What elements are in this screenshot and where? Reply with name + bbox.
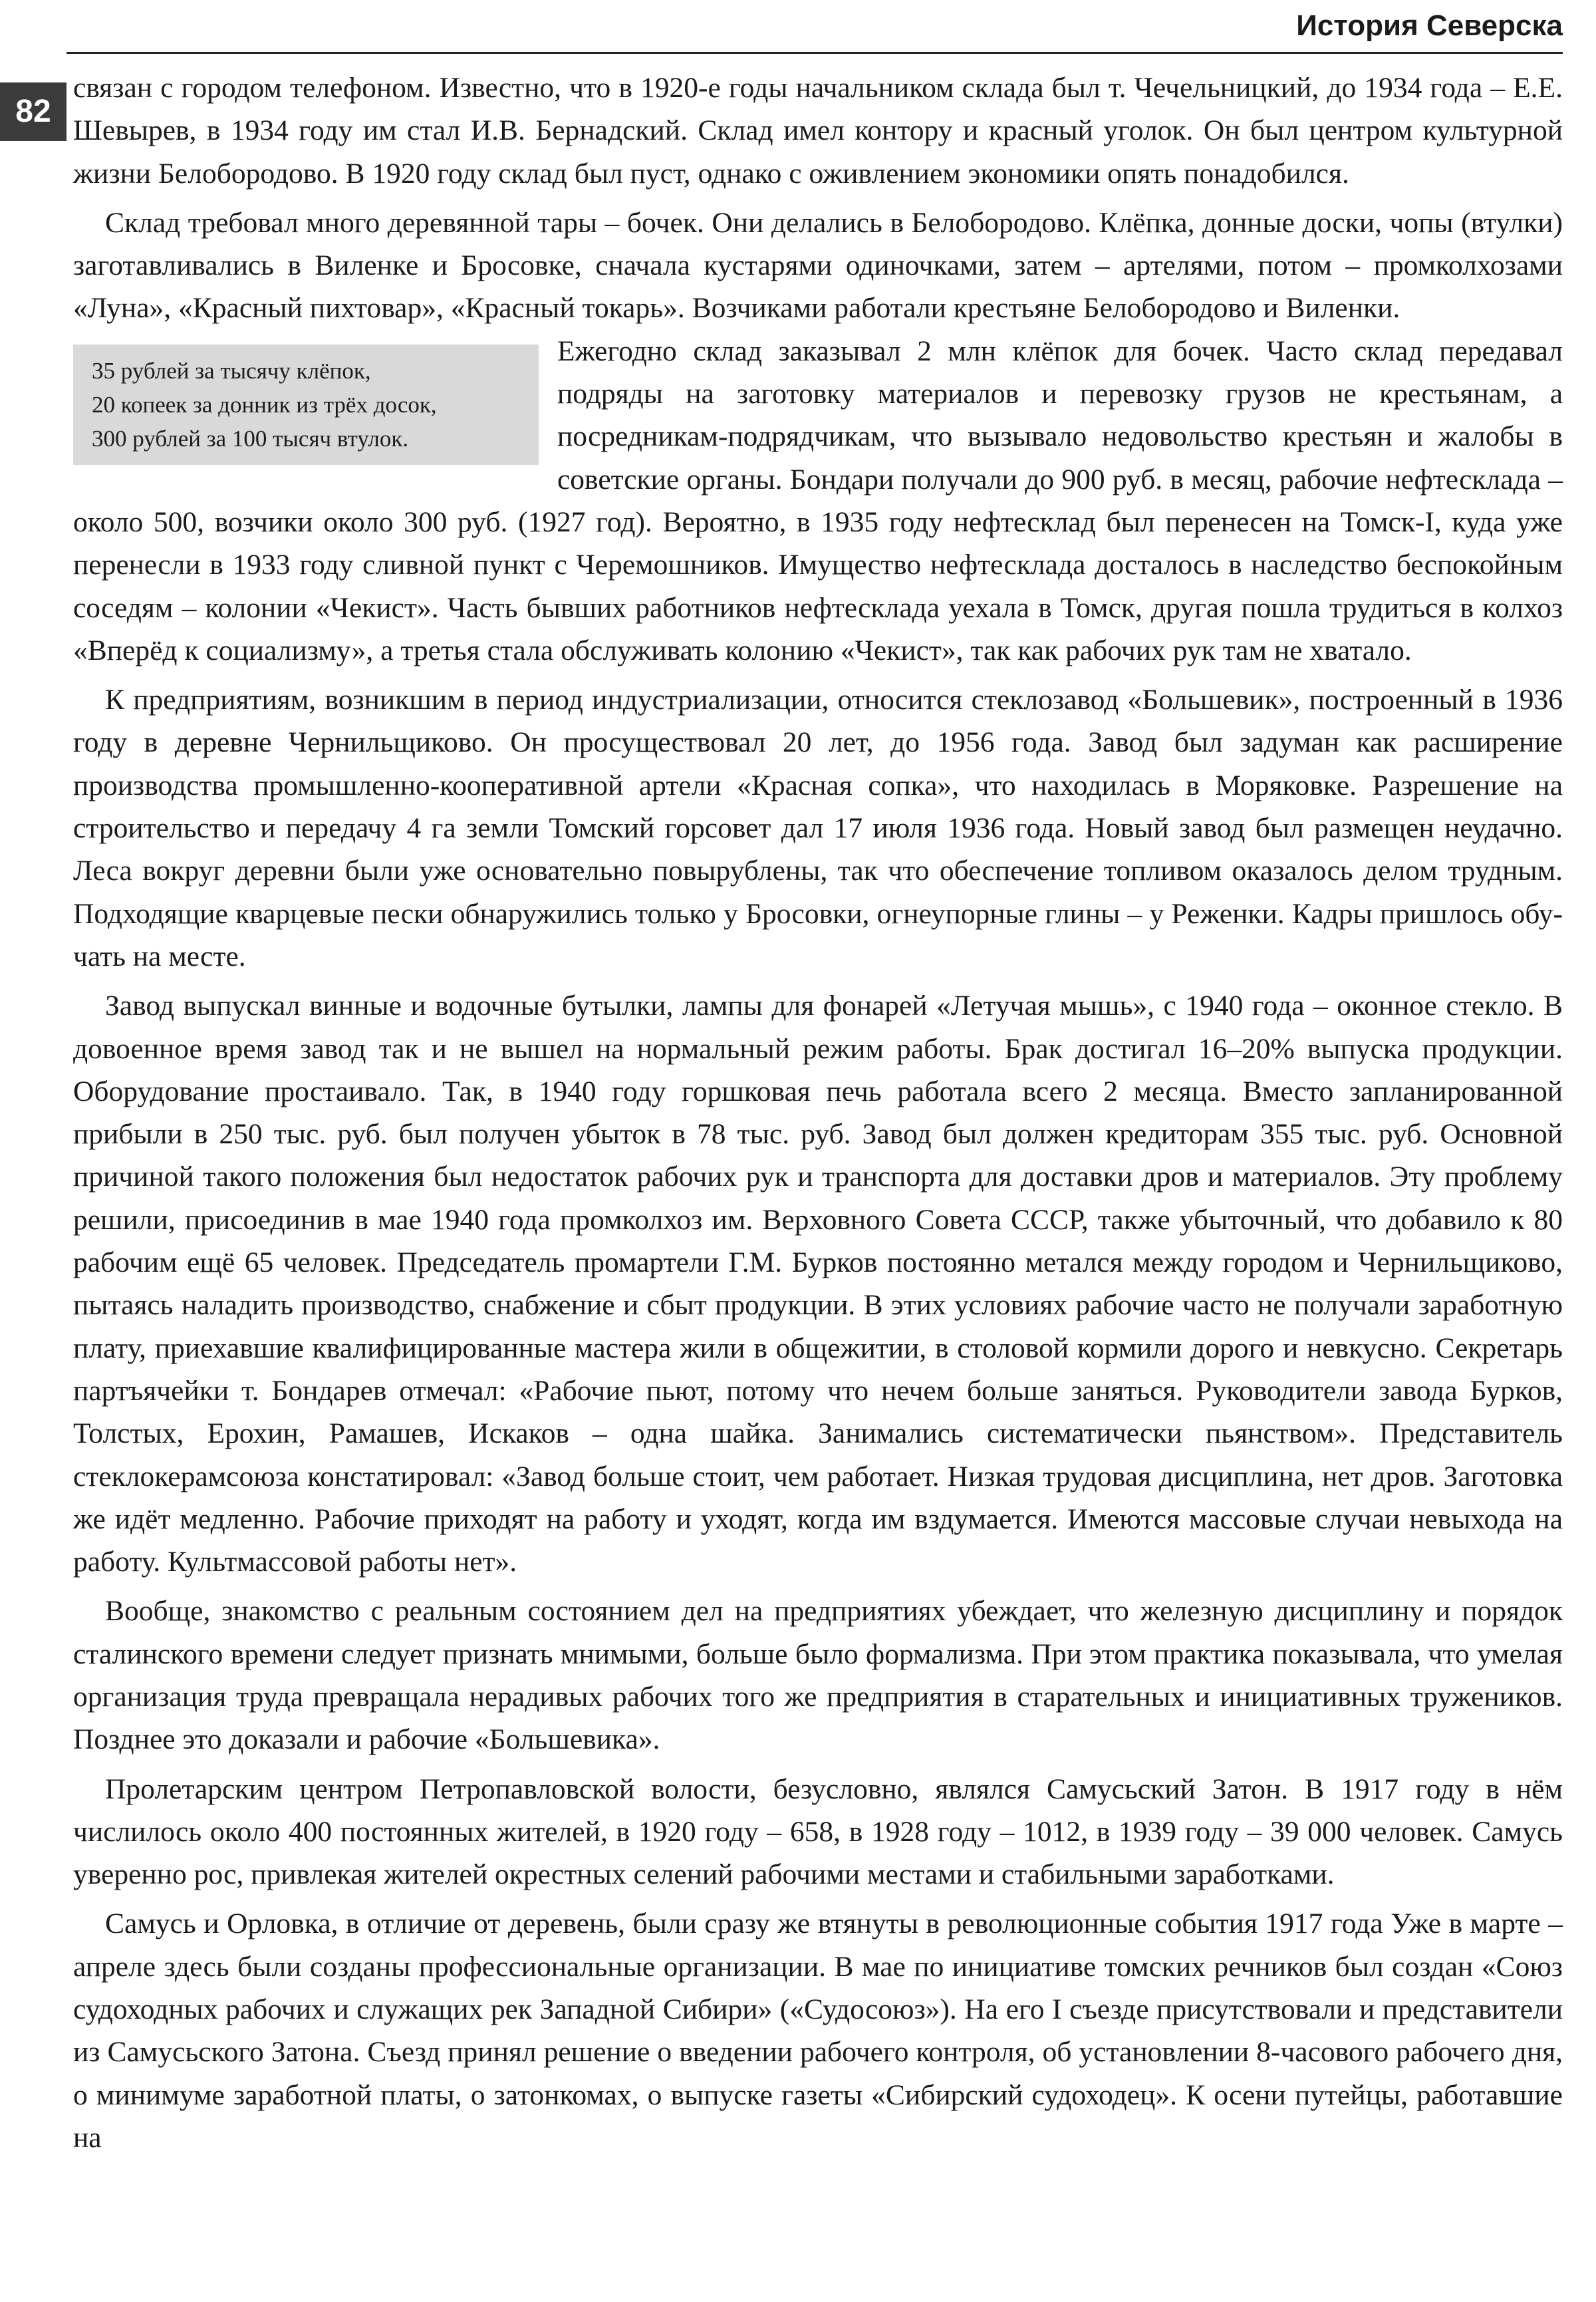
book-title: История Северска <box>1296 9 1563 42</box>
sidenote-prices <box>73 345 539 465</box>
page-number: 82 <box>0 82 66 141</box>
paragraph-7: Пролетарским центром Петропавловской волости, безусловно, являлся Самусьский Затон. В 1917 году в нём числилось около 400 постоянных жителей, в 1920 году – 658, в 1928 году – 1012, в 1939 году – 39 000 человек. Самусь уверенно рос, привлекая жителей окрестных селений рабочими местами и стабильными заработками. <box>73 1773 1563 1891</box>
paragraph-3: Ежегодно склад заказывал 2 млн клёпок для бочек. Часто склад передавал подряды на заготовку материалов и перевозку грузов не крестьянам, а посредникам-подрядчикам, что вызывало недовольство крестьян и жалобы в советские органы. Бондари получали до 900 руб. в месяц, рабочие нефтесклада – около 500, возчики около 300 руб. (1927 год). Вероятно, в 1935 году нефтесклад был перенесен на Томск-I, куда уже перенесли в 1933 году сливной пункт с Черемошников. Имущество нефтесклада досталось в наследство беспокойным соседям – колонии «Чекист». Часть бывших работников нефтесклада уехала в Томск, другая пошла трудиться в колхоз «Вперёд к социализму», а третья стала обслуживать колонию «Чекист», так как рабочих рук там не хватало. <box>73 335 1563 666</box>
running-head <box>66 0 1563 54</box>
paragraph-1: связан с городом телефоном. Известно, что в 1920-е годы начальником склада был т. Чечельницкий, до 1934 года – Е.Е. Шевырев, в 1934 году им стал И.В. Бернадский. Склад имел контору и красный уголок. Он был центром культурной жизни Белобородово. В 1920 году склад был пуст, однако с оживлением экономики опять понадобился. <box>73 72 1563 190</box>
paragraph-2: Склад требовал много деревянной тары – бочек. Они делались в Белобородово. Клёпка, донные доски, чопы (втулки) заготавливались в Виленке и Бросовке, сначала кустарями одиночками, затем – артелями, потом – промколхозами «Луна», «Красный пихтовар», «Красный токарь». Возчиками работали крестьяне Белобородово и Виленки. <box>73 206 1563 325</box>
paragraph-5: Завод выпускал винные и водочные бутылки, лампы для фонарей «Летучая мышь», с 1940 года – оконное стекло. В довоенное время завод так и не вышел на нормальный режим работы. Брак достигал 16–20% выпуска продукции. Оборудование простаивало. Так, в 1940 году горшковая печь работала всего 2 месяца. Вместо запланированной прибыли в 250 тыс. руб. был получен убыток в 78 тыс. руб. Завод был должен кредиторам 355 тыс. руб. Основной причиной такого положения был недостаток рабочих рук и транспорта для доставки дров и материалов. Эту проблему решили, присоединив в мае 1940 года промколхоз им. Верховного Совета СССР, также убыточный, что добавило к 80 рабочим ещё 65 человек. Председатель промартели Г.М. Бурков постоянно метался между городом и Чернильщиково, пытаясь наладить производство, снабжение и сбыт продукции. В этих условиях рабочие часто не получали заработную плату, приехавшие квалифицированные мастера жили в общежитии, в столовой кормили дорого и невкусно. Секретарь партъячейки т. Бондарев отмечал: «Рабочие пьют, потому что нечем больше заняться. Руководители завода Бурков, Толстых, Ерохин, Рамашев, Искаков – одна шайка. Занимались систематически пьянством». Представитель стеклокерамсоюза констатировал: «Завод больше стоит, чем работает. Низкая трудовая дисциплина, нет дров. Заготовка же идёт медленно. Рабочие приходят на работу и уходят, когда им вздумается. Имеются массовые случаи невыхода на работу. Культмассовой работы нет». <box>73 990 1563 1578</box>
paragraph-4: К предприятиям, возникшим в период индустриализации, относится стеклозавод «Большевик», построенный в 1936 году в деревне Чернильщиково. Он просуществовал 20 лет, до 1956 года. Завод был задуман как расширение производства промышленно-кооперативной артели «Красная сопка», что находилась в Моряковке. Разрешение на строительство и передачу 4 га земли Томский горсовет дал 17 июля 1936 года. Новый завод был размещен неудачно. Леса вокруг деревни были уже основательно повырублены, так что обеспечение топливом оказалось делом трудным. Подходящие кварцевые пески обнаружились только у Бросовки, огнеупорные глины – у Реженки. Кадры пришлось обучать на месте. <box>73 684 1563 972</box>
sidenote-line: 20 копеек за донник из трёх досок, <box>92 391 437 418</box>
body-text <box>73 67 1563 2159</box>
sidenote-line: 35 рублей за тысячу клёпок, <box>92 357 371 384</box>
sidenote-line: 300 рублей за 100 тысяч втулок. <box>92 425 409 452</box>
paragraph-8: Самусь и Орловка, в отличие от деревень, были сразу же втянуты в революционные события 1917 года Уже в марте – апреле здесь были созданы профессиональные организации. В мае по инициативе томских речников был создан «Союз судоходных рабочих и служащих рек Западной Сибири» («Судосоюз»). На его I съезде присутствовали и представители из Самусьского Затона. Съезд принял решение о введении рабочего контроля, об установлении 8-часового рабочего дня, о минимуме заработной платы, о затонкомах, о выпуске газеты «Сибирский судоходец». К осени путейцы, работавшие на <box>73 1908 1563 2154</box>
paragraph-6: Вообще, знакомство с реальным состоянием дел на предприятиях убеждает, что железную дисциплину и порядок сталинского времени следует признать мнимыми, больше было формализма. При этом практика показывала, что умелая организация труда превращала нерадивых рабочих того же предприятия в старательных и инициативных тружеников. Позднее это доказали и рабочие «Большевика». <box>73 1595 1563 1756</box>
